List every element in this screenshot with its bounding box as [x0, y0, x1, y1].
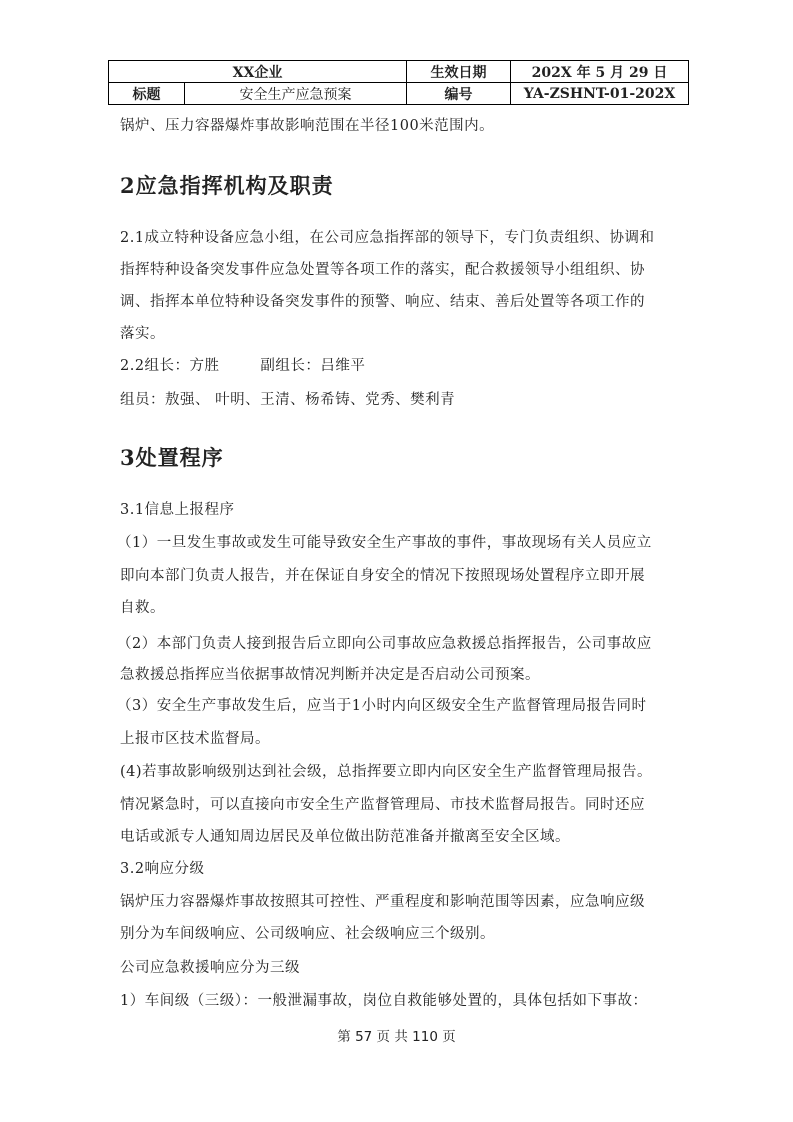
section-heading-3: 3处置程序: [120, 445, 224, 470]
response-line: 别分为车间级响应、公司级响应、社会级响应三个级别。: [120, 926, 495, 942]
effective-date-label: 生效日期: [407, 61, 511, 83]
effective-date-value: 202X 年 5 月 29 日: [511, 61, 689, 83]
item-4-line: (4)若事故影响级别达到社会级，总指挥要立即内向区安全生产监督管理局报告。: [120, 764, 653, 780]
paragraph-2-1-line: 指挥特种设备突发事件应急处置等各项工作的落实，配合救援领导小组组织、协: [120, 262, 645, 278]
item-1-line: 即向本部门负责人报告，并在保证自身安全的情况下按照现场处置程序立即开展: [120, 568, 645, 584]
subsection-3-2: 3.2响应分级: [120, 861, 205, 877]
response-line: 1）车间级（三级）：一般泄漏事故，岗位自救能够处置的，具体包括如下事故：: [120, 993, 648, 1009]
document-header-table: [108, 60, 689, 105]
document-number: YA-ZSHNT-01-202X: [511, 83, 689, 105]
number-label: 编号: [407, 83, 511, 105]
section-heading-2: 2应急指挥机构及职责: [120, 173, 334, 198]
subsection-3-1: 3.1信息上报程序: [120, 502, 235, 518]
response-line: 锅炉压力容器爆炸事故按照其可控性、严重程度和影响范围等因素，应急响应级: [120, 894, 645, 910]
response-line: 公司应急救援响应分为三级: [120, 960, 300, 976]
paragraph-2-1-line: 2.1成立特种设备应急小组，在公司应急指挥部的领导下，专门负责组织、协调和: [120, 230, 655, 246]
item-1-line: 自救。: [120, 600, 165, 616]
page-number-footer: 第 57 页 共 110 页: [337, 1029, 456, 1045]
leaders-line: 2.2组长：方胜 副组长：吕维平: [120, 358, 366, 374]
item-2-line: 急救援总指挥应当依据事故情况判断并决定是否启动公司预案。: [120, 667, 540, 683]
document-title: 安全生产应急预案: [185, 83, 407, 105]
title-label: 标题: [109, 83, 185, 105]
item-4-line: 电话或派专人通知周边居民及单位做出防范准备并撤离至安全区域。: [120, 829, 570, 845]
paragraph-2-1-line: 调、指挥本单位特种设备突发事件的预警、响应、结束、善后处置等各项工作的: [120, 294, 645, 310]
intro-line: 锅炉、压力容器爆炸事故影响范围在半径100米范围内。: [120, 118, 495, 134]
item-3-line: 上报市区技术监督局。: [120, 731, 270, 747]
item-3-line: （3）安全生产事故发生后，应当于1小时内向区级安全生产监督管理局报告同时: [117, 698, 647, 714]
members-line: 组员：敖强、 叶明、王清、杨希铸、党秀、樊利青: [120, 392, 456, 408]
item-4-line: 情况紧急时，可以直接向市安全生产监督管理局、市技术监督局报告。同时还应: [120, 797, 645, 813]
company-name: XX企业: [109, 61, 407, 83]
item-1-line: （1）一旦发生事故或发生可能导致安全生产事故的事件，事故现场有关人员应立: [117, 535, 652, 551]
paragraph-2-1-line: 落实。: [120, 326, 165, 342]
item-2-line: （2）本部门负责人接到报告后立即向公司事故应急救援总指挥报告，公司事故应: [117, 636, 652, 652]
